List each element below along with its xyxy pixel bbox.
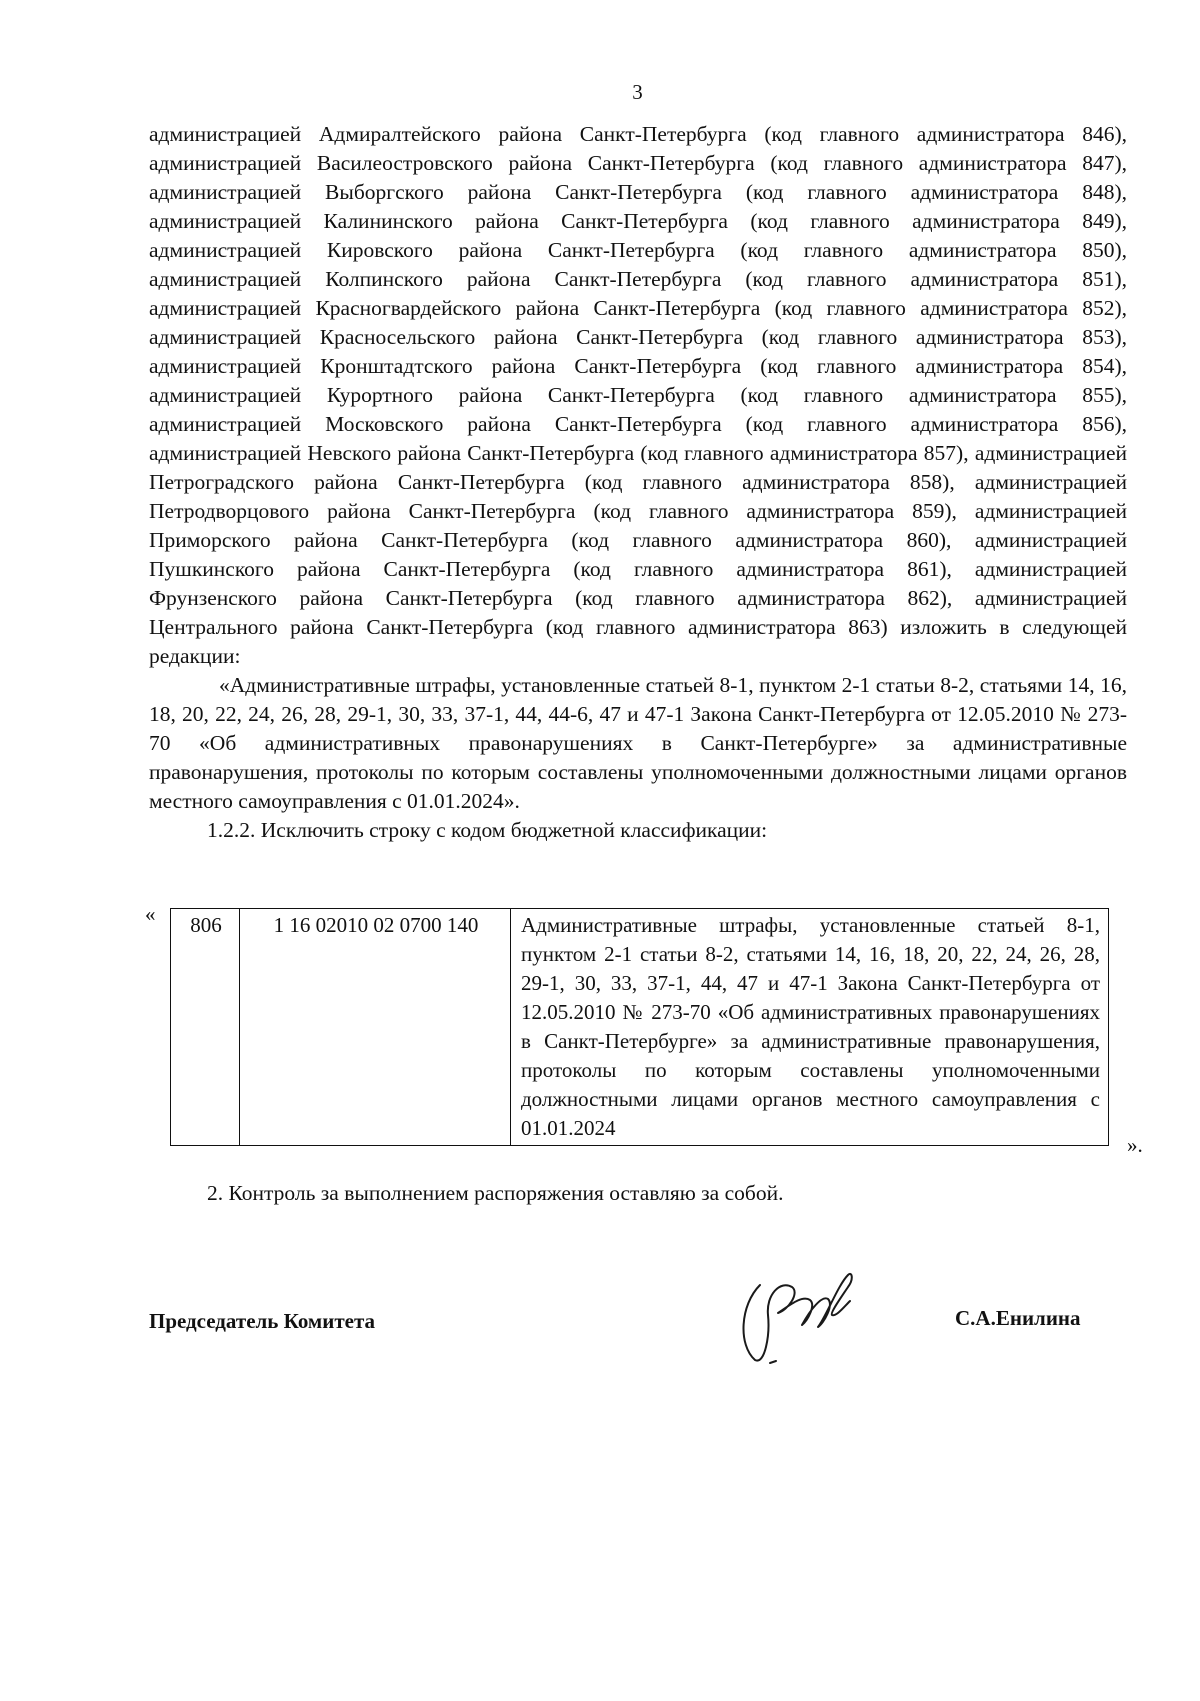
kbk-cell: 1 16 02010 02 0700 140 (240, 909, 511, 1146)
handwritten-signature (730, 1265, 870, 1370)
description-cell: Административные штрафы, установленные статьей 8-1, пунктом 2-1 статьи 8-2, статьями 14, 16, 18, 20, 22, 24, 26, 28, 29-1, 30, 33, 37-1, 44, 47 и 47-1 Закона Санкт-Петербурга от 12.05.2010 № 273-70 «Об административных правонарушениях в Санкт-Петербурге» за административные правонарушения, протоколы по которым составлены уполномоченными должностными лицами органов местного самоуправления с 01.01.2024 (511, 909, 1109, 1146)
table-open-quote: « (145, 902, 156, 926)
paragraph-quote: «Административные штрафы, установленные статьей 8-1, пунктом 2-1 статьи 8-2, статьями 14, 16, 18, 20, 22, 24, 26, 28, 29-1, 30, 33, 37-1, 44, 44-6, 47 и 47-1 Закона Санкт-Петербурга от 12.05.2010 № 273-70 «Об административных правонарушениях в Санкт-Петербурге» за административные правонарушения, протоколы по которым составлены уполномоченными должностными лицами органов местного самоуправления с 01.01.2024». (149, 673, 1127, 813)
page-number: 3 (632, 80, 643, 104)
table-close-quote: ». (1127, 1133, 1143, 1157)
document-body (149, 120, 1127, 845)
signer-position: Председатель Комитета (149, 1309, 376, 1333)
admin-code-cell: 806 (171, 909, 240, 1146)
excluded-row-block (145, 902, 1143, 1168)
signer-name: С.А.Енилина (955, 1306, 1081, 1330)
item-2: 2. Контроль за выполнением распоряжения оставляю за собой. (207, 1181, 784, 1205)
table-row (171, 909, 1109, 1146)
paragraph-intro: администрацией Адмиралтейского района Санкт-Петербурга (код главного администратора 846), администрацией Василеостровского района Санкт-Петербурга (код главного администратора 847), администрацией Выборгского района Санкт-Петербурга (код главного администратора 848), администрацией Калининского района Санкт-Петербурга (код главного администратора 849), администрацией Кировского района Санкт-Петербурга (код главного администратора 850), администрацией Колпинского района Санкт-Петербурга (код главного администратора 851), администрацией Красногвардейского района Санкт-Петербурга (код главного администратора 852), администрацией Красносельского района Санкт-Петербурга (код главного администратора 853), администрацией Кронштадтского района Санкт-Петербурга (код главного администратора 854), администрацией Курортного района Санкт-Петербурга (код главного администратора 855), администрацией Московского района Санкт-Петербурга (код главного администратора 856), администрацией Невского района Санкт-Петербурга (код главного администратора 857), администрацией Петроградского района Санкт-Петербурга (код главного администратора 858), администрацией Петродворцового района Санкт-Петербурга (код главного администратора 859), администрацией Приморского района Санкт-Петербурга (код главного администратора 860), администрацией Пушкинского района Санкт-Петербурга (код главного администратора 861), администрацией Фрунзенского района Санкт-Петербурга (код главного администратора 862), администрацией Центрального района Санкт-Петербурга (код главного администратора 863) изложить в следующей редакции: (149, 122, 1127, 668)
kbk-table (170, 908, 1109, 1146)
item-1-2-2: 1.2.2. Исключить строку с кодом бюджетной классификации: (207, 818, 768, 842)
